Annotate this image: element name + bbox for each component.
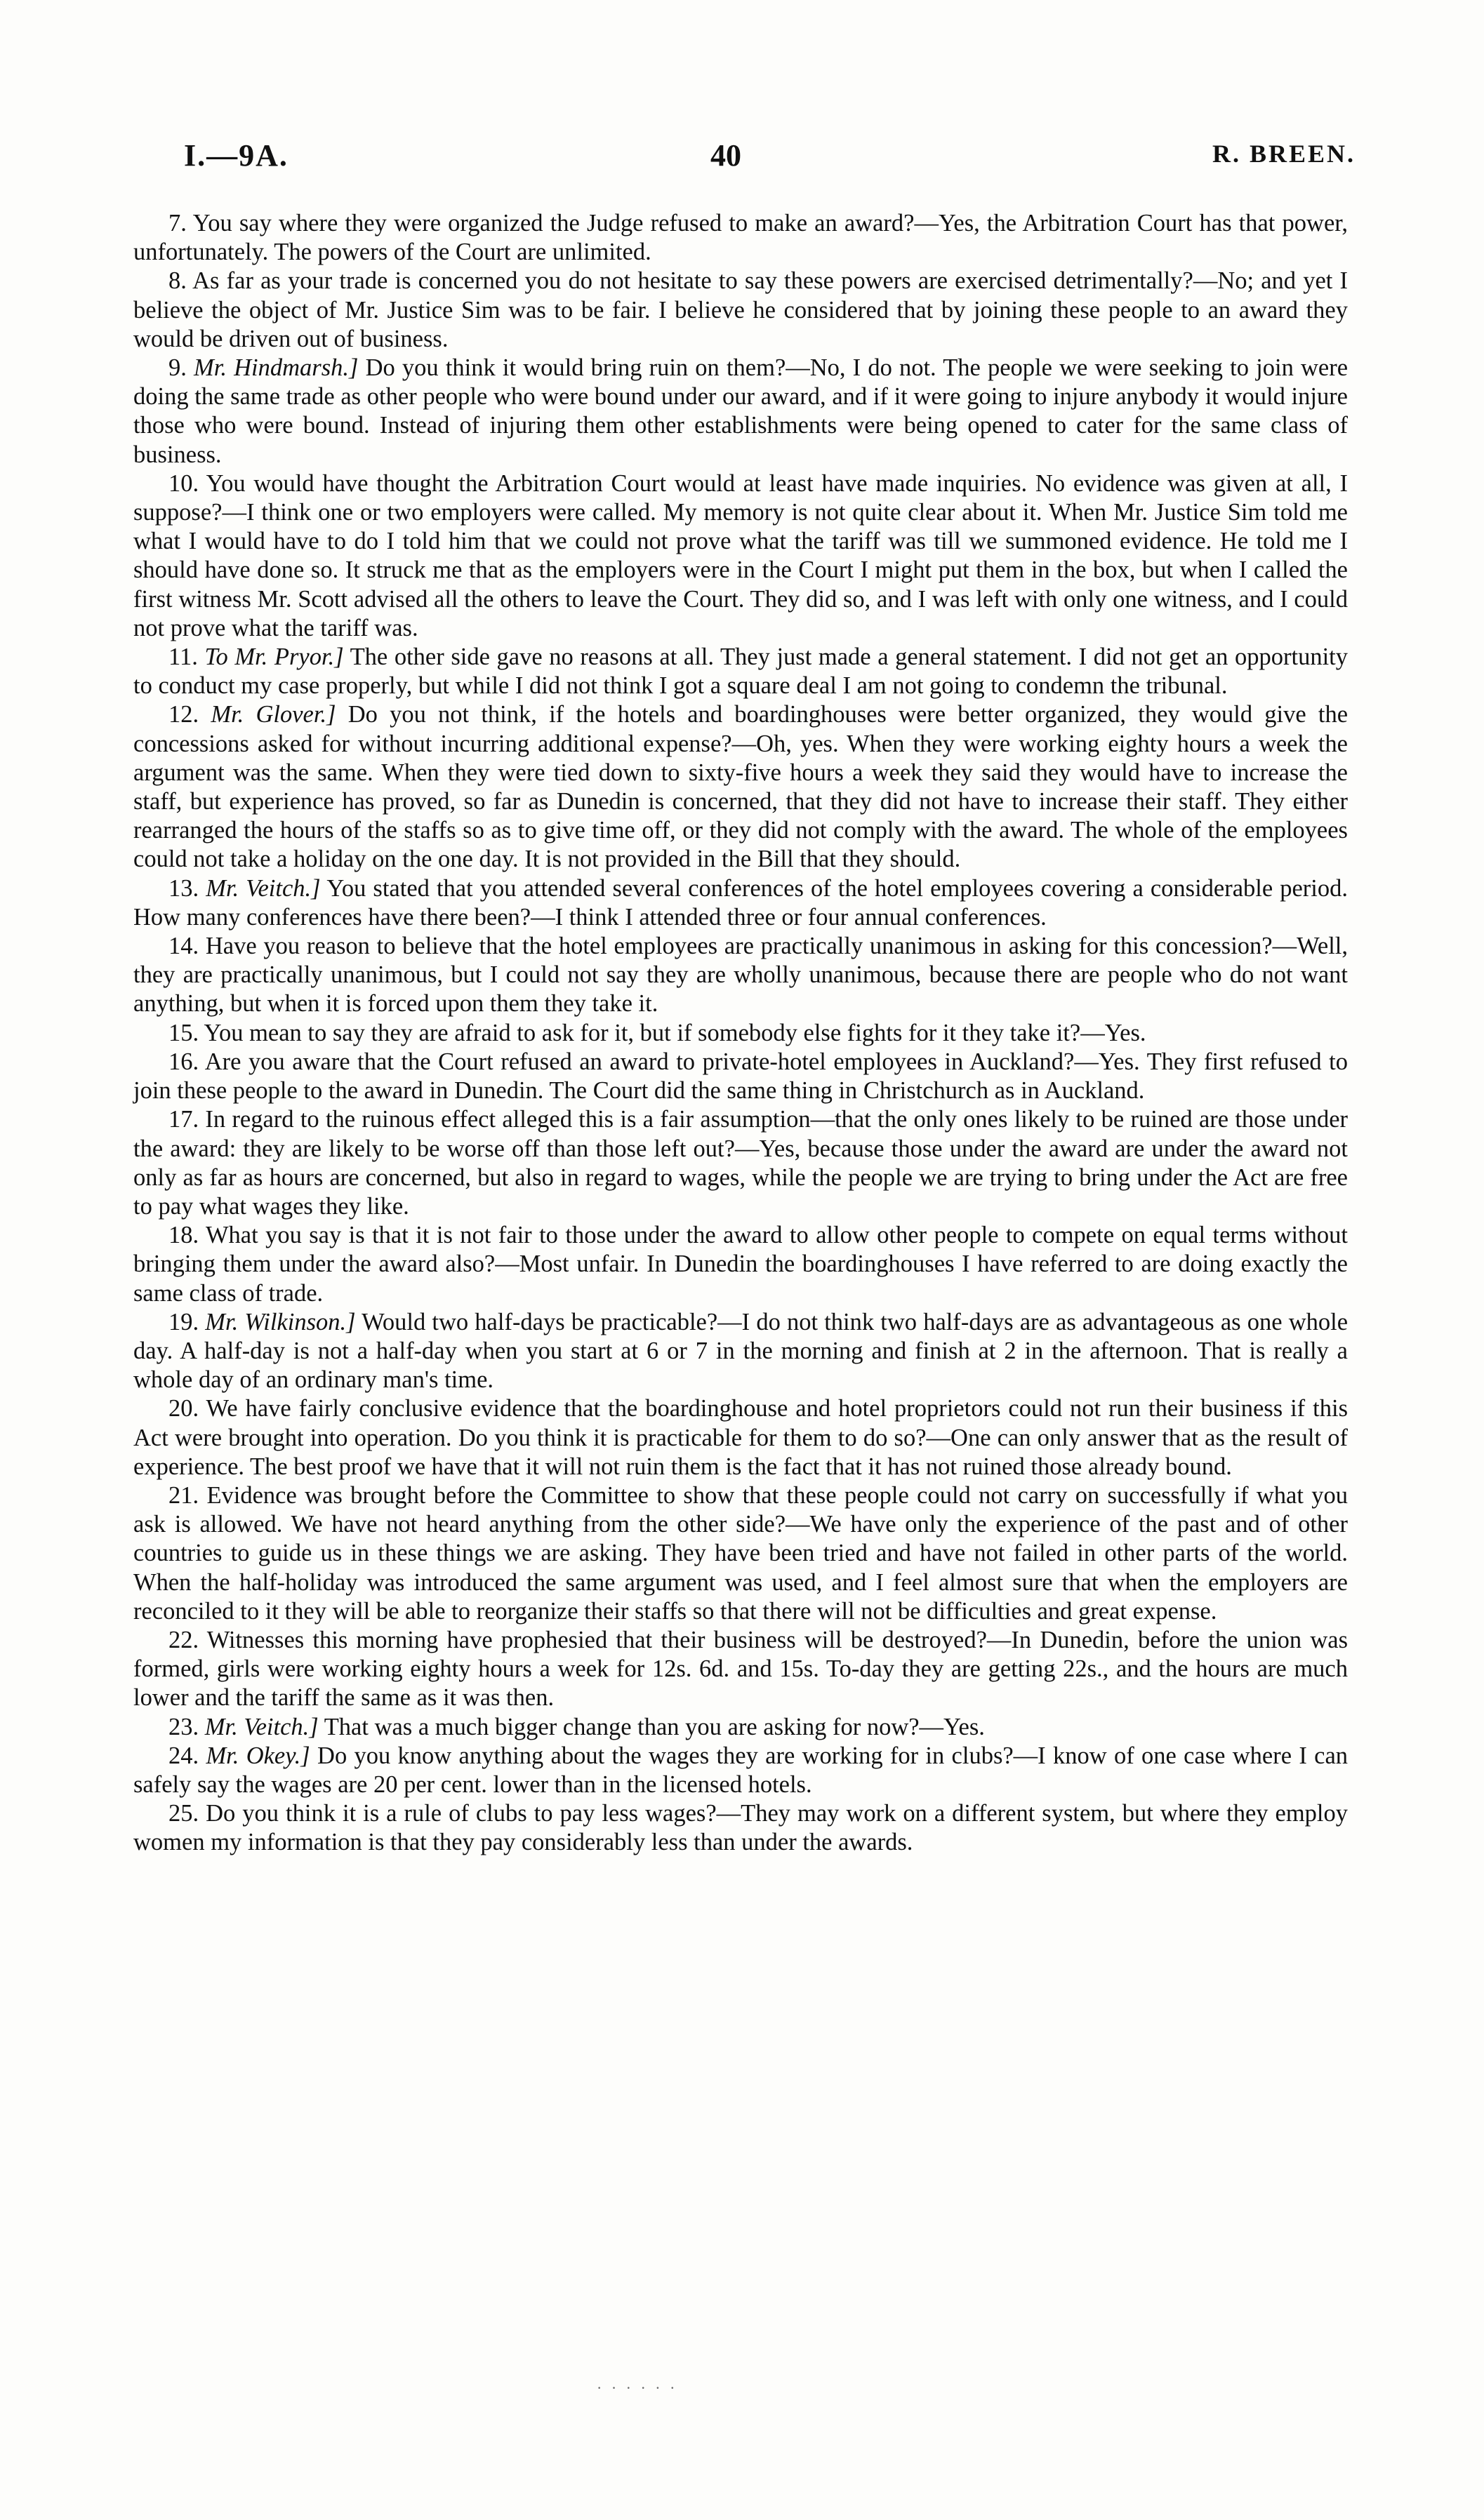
question-and-answer-text: What you say is that it is not fair to those under the award to allow other people to compete on equal terms without bringing them under the award also?—Most unfair. In Dunedin the boardinghouses I have referred to are doing exactly the same class of trade.	[133, 1222, 1348, 1307]
evidence-paragraph	[133, 1105, 1348, 1221]
question-number: 22.	[168, 1626, 199, 1653]
question-number: 18.	[168, 1222, 199, 1249]
evidence-paragraph	[133, 1308, 1348, 1395]
questioner-name: Mr. Hindmarsh.]	[194, 354, 359, 382]
question-and-answer-text: Do you not think, if the hotels and boardinghouses were better organized, they would give the concessions asked for without incurring additional expense?—Oh, yes. When they were working eighty hours a week the argument was the same. When they were tied down to sixty-five hours a week they said they would have to increase the staff, but experience has proved, so far as Dunedin is concerned, that they did not have to increase their staff. They either rearranged the hours of the staffs so as to give time off, or they did not comply with the award. The whole of the employees could not take a holiday on the one day. It is not provided in the Bill that they should.	[133, 701, 1349, 873]
question-number: 17.	[168, 1106, 199, 1133]
question-number: 14.	[168, 933, 199, 960]
question-and-answer-text: As far as your trade is concerned you do not hesitate to say these powers are exercised detrimentally?—No; and yet I believe the object of Mr. Justice Sim was to be fair. I believe he considered that by joining these people to an award they would be driven out of business.	[133, 267, 1348, 352]
question-and-answer-text: Are you aware that the Court refused an award to private-hotel employees in Auckland?—Yes. They first refused to join these people to the award in Dunedin. The Court did the same thing in Christchurch as in Auckland.	[133, 1048, 1348, 1105]
evidence-paragraph	[133, 1221, 1348, 1308]
question-number: 15.	[168, 1019, 199, 1046]
evidence-paragraph	[133, 1048, 1348, 1105]
page-header	[0, 138, 1484, 180]
question-number: 8.	[168, 267, 187, 295]
evidence-paragraph	[133, 354, 1348, 469]
evidence-paragraph	[133, 209, 1348, 267]
question-and-answer-text: You mean to say they are afraid to ask for it, but if somebody else fights for it they take it?—Yes.	[204, 1019, 1146, 1046]
question-and-answer-text: Do you think it would bring ruin on them?—No, I do not. The people we were seeking to join were doing the same trade as other people who were bound under our award, and if it were going to injure anybody it would injure those who were bound. Instead of injuring them other establishments were being opened to cater for the same class of business.	[133, 354, 1349, 468]
question-number: 21.	[168, 1481, 199, 1509]
question-number: 16.	[168, 1048, 199, 1075]
question-and-answer-text: Would two half-days be practicable?—I do not think two half-days are as advantageous as one whole day. A half-day is not a half-day when you start at 6 or 7 in the morning and finish at 2 in the afternoon. That is really a whole day of an ordinary man's time.	[133, 1308, 1349, 1394]
question-number: 20.	[168, 1395, 199, 1422]
question-number: 9.	[168, 354, 187, 382]
question-and-answer-text: Witnesses this morning have prophesied that their business will be destroyed?—In Dunedin, before the union was formed, girls were working eighty hours a week for 12s. 6d. and 15s. To-day they are getting 22s., and the hours are much lower and the tariff the same as it was then.	[133, 1626, 1348, 1712]
question-number: 12.	[168, 701, 199, 728]
evidence-paragraph	[133, 267, 1348, 354]
question-and-answer-text: Do you know anything about the wages they are working for in clubs?—I know of one case where I can safely say the wages are 20 per cent. lower than in the licensed hotels.	[133, 1742, 1349, 1798]
evidence-paragraph	[133, 874, 1348, 932]
evidence-paragraph	[133, 469, 1348, 643]
evidence-paragraph	[133, 932, 1348, 1019]
question-number: 23.	[168, 1713, 199, 1740]
questioner-name: Mr. Veitch.]	[204, 1713, 319, 1740]
question-number: 7.	[168, 210, 187, 236]
question-number: 13.	[168, 874, 199, 902]
question-and-answer-text: That was a much bigger change than you are asking for now?—Yes.	[324, 1713, 985, 1740]
evidence-paragraph	[133, 1481, 1348, 1626]
evidence-paragraph	[133, 1626, 1348, 1713]
question-number: 24.	[168, 1742, 199, 1769]
question-number: 25.	[168, 1800, 199, 1827]
evidence-paragraph	[133, 643, 1348, 700]
evidence-paragraph	[133, 1742, 1348, 1799]
page-number: 40	[710, 138, 741, 173]
questioner-name: To Mr. Pryor.]	[204, 644, 344, 671]
evidence-paragraph	[133, 1394, 1348, 1481]
footer-mark: · · · · · ·	[597, 2379, 678, 2396]
evidence-paragraph	[133, 1019, 1348, 1048]
parliamentary-paper-reference: I.—9A.	[184, 138, 289, 173]
question-and-answer-text: Have you reason to believe that the hotel employees are practically unanimous in asking for this concession?—Well, they are practically unanimous, but I could not say they are wholly unanimous, because there are people who do not want anything, but when it is forced upon them they take it.	[133, 933, 1349, 1018]
questioner-name: Mr. Veitch.]	[206, 874, 321, 902]
question-and-answer-text: The other side gave no reasons at all. They just made a general statement. I did not get an opportunity to conduct my case properly, but while I did not think I got a square deal I am not going to condemn the tribunal.	[133, 644, 1349, 700]
question-and-answer-text: Do you think it is a rule of clubs to pay less wages?—They may work on a different system, but where they employ women my information is that they pay considerably less than under the awards.	[133, 1800, 1349, 1856]
question-number: 11.	[168, 644, 198, 671]
evidence-paragraph	[133, 700, 1348, 874]
question-number: 10.	[168, 469, 199, 497]
evidence-paragraph	[133, 1713, 1348, 1742]
question-and-answer-text: You would have thought the Arbitration Court would at least have made inquiries. No evidence was given at all, I suppose?—I think one or two employers were called. My memory is not quite clear about it. When Mr. Justice Sim told me what I would have to do I told him that we could not prove what the tariff was till we summoned evidence. He told me I should have done so. It struck me that as the employers were in the Court I might put them in the box, but when I called the first witness Mr. Scott advised all the others to leave the Court. They did so, and I was left with only one witness, and I could not prove what the tariff was.	[133, 469, 1348, 641]
evidence-paragraph	[133, 1799, 1348, 1857]
question-number: 19.	[168, 1308, 199, 1335]
witness-name: R. BREEN.	[1212, 140, 1356, 168]
questioner-name: Mr. Glover.]	[211, 701, 336, 728]
question-and-answer-text: You say where they were organized the Judge refused to make an award?—Yes, the Arbitration Court has that power, unfortunately. The powers of the Court are unlimited.	[133, 210, 1348, 266]
question-and-answer-text: We have fairly conclusive evidence that the boardinghouse and hotel proprietors could not run their business if this Act were brought into operation. Do you think it is practicable for them to do so?—One can only answer that as the result of experience. The best proof we have that it will not ruin them is the fact that it has not ruined those already bound.	[133, 1395, 1348, 1480]
question-and-answer-text: You stated that you attended several conferences of the hotel employees covering a considerable period. How many conferences have there been?—I think I attended three or four annual conferences.	[133, 874, 1348, 931]
questioner-name: Mr. Okey.]	[206, 1742, 310, 1769]
question-and-answer-text: In regard to the ruinous effect alleged this is a fair assumption—that the only ones likely to be ruined are those under the award: they are likely to be worse off than those left out?—Yes, because those under the award are under the award not only as far as hours are concerned, but also in regard to wages, while the people we are trying to bring under the Act are free to pay what wages they like.	[133, 1106, 1349, 1220]
question-and-answer-text: Evidence was brought before the Committee to show that these people could not carry on successfully if what you ask is allowed. We have not heard anything from the other side?—We have only the experience of the past and of other countries to guide us in these things we are asking. They have been tried and have not failed in other parts of the world. When the half-holiday was introduced the same argument was used, and I feel almost sure that when the employers are reconciled to it they will be able to reorganize their staffs so that there will not be difficulties and great expense.	[133, 1481, 1348, 1625]
questioner-name: Mr. Wilkinson.]	[205, 1308, 356, 1335]
evidence-body	[133, 209, 1348, 1858]
